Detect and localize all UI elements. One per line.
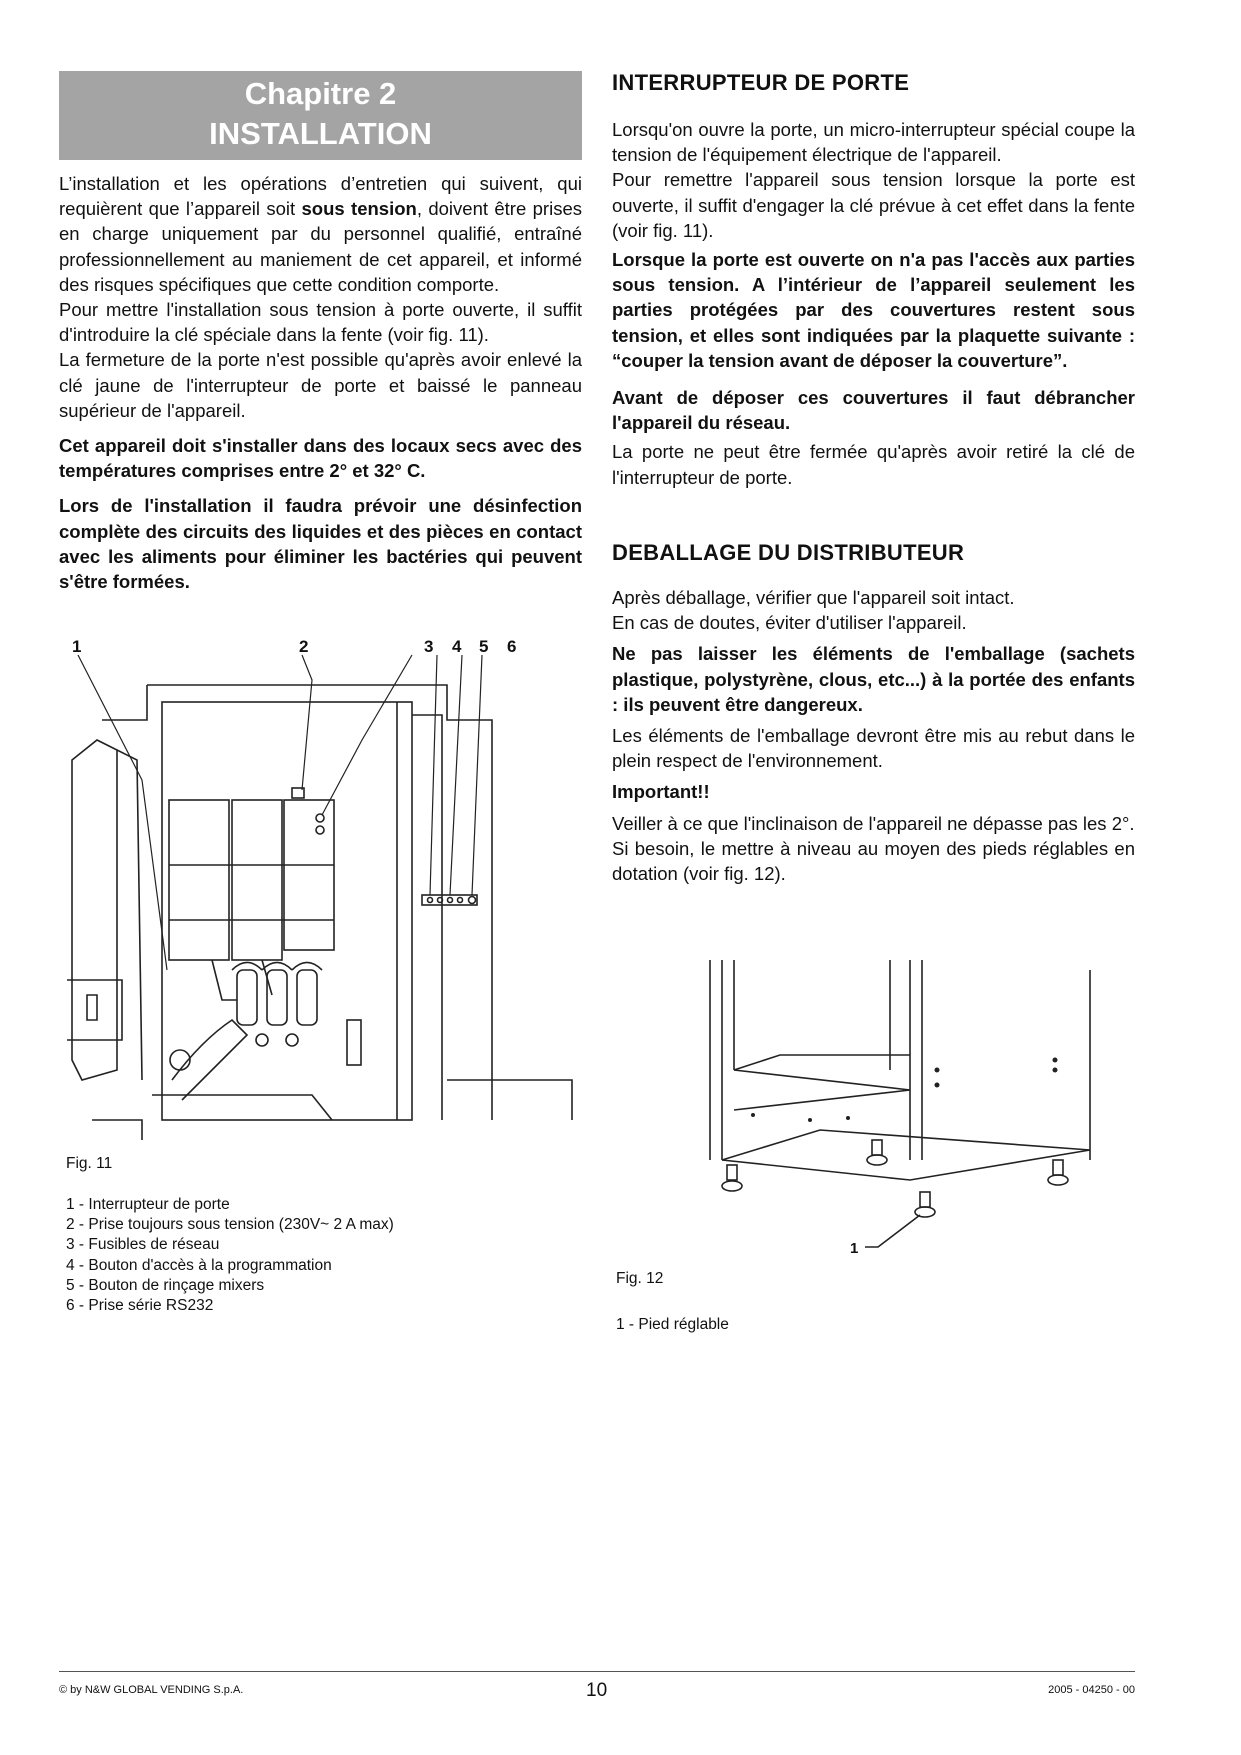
- right-section-unpacking: [612, 585, 1135, 886]
- footer-document-code: 2005 - 04250 - 00: [1048, 1684, 1135, 1696]
- fig12-feet-drawing: [700, 960, 1100, 1260]
- paragraph-inclination: Veiller à ce que l'inclinaison de l'appareil ne dépasse pas les 2°.: [612, 812, 1135, 834]
- fig11-label-1: 1: [72, 640, 82, 656]
- legend-item: 3 - Fusibles de réseau: [66, 1236, 220, 1254]
- paragraph-dry-rooms: Cet appareil doit s'installer dans des locaux secs avec des températures comprises entre 2° et 32° C.: [59, 435, 582, 482]
- paragraph-levelling: Si besoin, le mettre à niveau au moyen des pieds réglables en dotation (voir fig. 12).: [612, 837, 1135, 885]
- paragraph-check-intact: Après déballage, vérifier que l'appareil soit intact.: [612, 587, 1015, 608]
- fig11-label-4: 4: [452, 640, 462, 656]
- heading-unpacking: DEBALLAGE DU DISTRIBUTEUR: [612, 540, 965, 565]
- paragraph-disinfection: Lors de l'installation il faudra prévoir une désinfection complète des circuits des liquides et des pièces en contact avec les aliments pour éliminer les bactéries qui peuvent s'être formées.: [59, 495, 582, 593]
- heading-door-switch: INTERRUPTEUR DE PORTE: [612, 70, 910, 95]
- paragraph-micro-switch: Lorsqu'on ouvre la porte, un micro-interrupteur spécial coupe la tension de l'équipement électrique de l'appareil.: [612, 119, 1135, 166]
- legend-item: 2 - Prise toujours sous tension (230V~ 2 A max): [66, 1216, 394, 1234]
- fig11-label-6: 6: [507, 640, 517, 656]
- paragraph-important: Important!!: [612, 781, 710, 803]
- paragraph-key-insert: Pour remettre l'appareil sous tension lorsque la porte est ouverte, il suffit d'engager la clé prévue à cet effet dans la fente (voir fig. 11).: [612, 169, 1135, 241]
- fig12-legend: 1 - Pied réglable: [616, 1316, 729, 1333]
- paragraph-doubts: En cas de doutes, éviter d'utiliser l'appareil.: [612, 612, 967, 634]
- paragraph-door-closing: La fermeture de la porte n'est possible qu'après avoir enlevé la clé jaune de l'interrupteur de porte et baissé le panneau supérieur de l'appareil.: [59, 349, 582, 421]
- legend-item: 6 - Prise série RS232: [66, 1297, 214, 1315]
- paragraph-disconnect: Avant de déposer ces couvertures il faut débrancher l'appareil du réseau.: [612, 387, 1135, 434]
- fig12-caption: Fig. 12: [616, 1270, 664, 1287]
- paragraph-qualified-personnel: L’installation et les opérations d’entretien qui suivent, qui requièrent que l’appareil soit sous tension, doivent être prises en charge uniquement par du personnel qualifié, entraîné professionnellement au maniement de cet appareil, et informé des risques spécifiques que cette condition comporte.: [59, 173, 582, 295]
- legend-item: 1 - Interrupteur de porte: [66, 1196, 230, 1213]
- paragraph-live-parts: Lorsque la porte est ouverte on n'a pas l'accès aux parties sous tension. A l’intérieur de l’appareil seulement les parties protégées par des couvertures restent sous tension, et elles sont indiquées par la plaquette suivante : “couper la tension avant de déposer la couverture”.: [612, 249, 1135, 371]
- fig11-label-2: 2: [299, 640, 309, 656]
- chapter-title: INSTALLATION: [209, 116, 432, 151]
- paragraph-children-warning: Ne pas laisser les éléments de l'emballage (sachets plastique, polystyrène, clous, etc...) à la portée des enfants : ils peuvent être dangereux.: [612, 643, 1135, 715]
- left-intro: [59, 171, 582, 594]
- paragraph-disposal: Les éléments de l'emballage devront être mis au rebut dans le plein respect de l'environnement.: [612, 725, 1135, 772]
- chapter-number: Chapitre 2: [244, 76, 397, 111]
- paragraph-door-close-key: La porte ne peut être fermée qu'après avoir retiré la clé de l'interrupteur de porte.: [612, 441, 1135, 488]
- legend-item: 4 - Bouton d'accès à la programmation: [66, 1256, 332, 1274]
- footer-copyright: © by N&W GLOBAL VENDING S.p.A.: [59, 1684, 244, 1696]
- right-section-door: [612, 117, 1135, 490]
- footer-divider: [59, 1671, 1135, 1672]
- fig11-legend: [66, 1195, 394, 1316]
- legend-item: 5 - Bouton de rinçage mixers: [66, 1276, 265, 1294]
- fig11-label-5: 5: [479, 640, 489, 656]
- fig11-label-3: 3: [424, 640, 434, 656]
- fig11-caption: Fig. 11: [66, 1155, 113, 1172]
- page-number: 10: [586, 1680, 608, 1701]
- chapter-header: [59, 71, 582, 160]
- fig12-label-1: 1: [850, 1240, 859, 1257]
- paragraph-power-open-door: Pour mettre l'installation sous tension à porte ouverte, il suffit d'introduire la clé spéciale dans la fente (voir fig. 11).: [59, 299, 582, 346]
- fig11-machine-drawing: [62, 640, 582, 1140]
